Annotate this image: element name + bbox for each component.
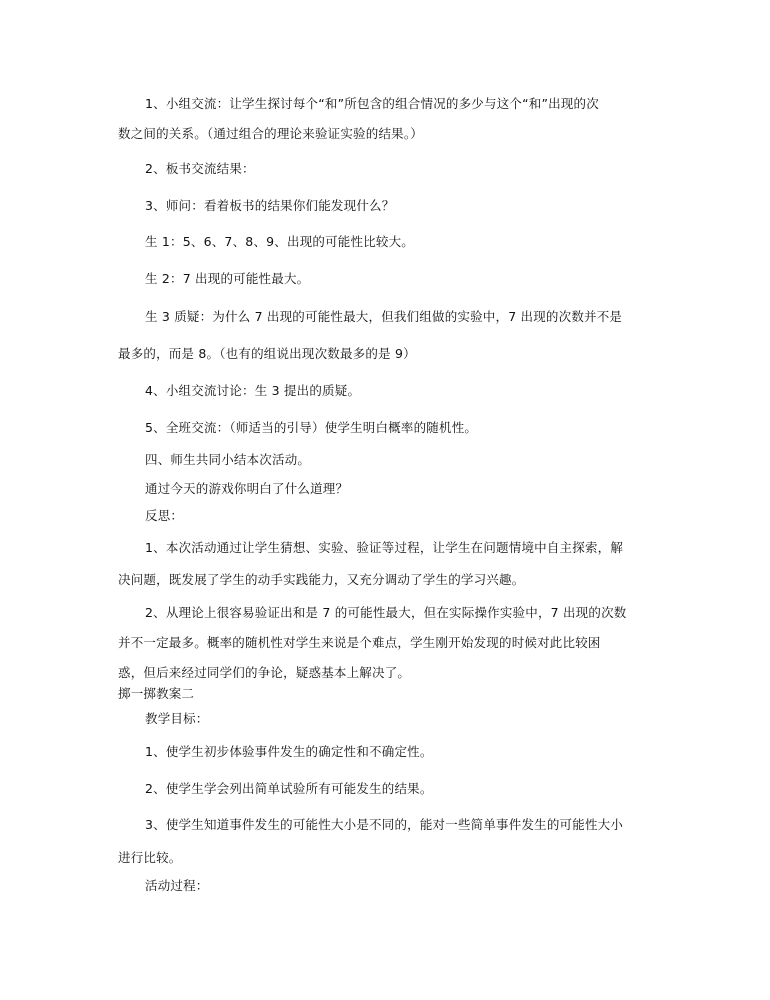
text-line: 最多的，而是 8。（也有的组说出现次数最多的是 9）: [118, 346, 416, 361]
text-line: 生 1：5、6、7、8、9、出现的可能性比较大。: [145, 234, 414, 249]
text-line: 生 3 质疑：为什么 7 出现的可能性最大，但我们组做的实验中，7 出现的次数并不是: [145, 309, 623, 324]
text-line: 3、师问：看着板书的结果你们能发现什么？: [145, 198, 395, 213]
text-line: 1、本次活动通过让学生猜想、实验、验证等过程，让学生在问题情境中自主探索，解: [145, 540, 624, 555]
text-line: 教学目标：: [145, 711, 209, 726]
text-line: 并不一定最多。概率的随机性对学生来说是个难点，学生刚开始发现的时候对此比较困: [118, 635, 601, 650]
text-line: 数之间的关系。（通过组合的理论来验证实验的结果。）: [118, 126, 424, 141]
text-line: 通过今天的游戏你明白了什么道理？: [145, 481, 349, 496]
text-line: 2、使学生学会列出简单试验所有可能发生的结果。: [145, 781, 433, 796]
text-line: 3、使学生知道事件发生的可能性大小是不同的，能对一些简单事件发生的可能性大小: [145, 817, 624, 832]
text-line: 进行比较。: [118, 850, 182, 865]
text-line: 反思：: [145, 508, 184, 523]
text-line: 2、从理论上很容易验证出和是 7 的可能性最大，但在实际操作实验中，7 出现的次数: [145, 605, 627, 620]
text-line: 惑，但后来经过同学们的争论，疑惑基本上解决了。: [118, 665, 411, 680]
text-line: 生 2：7 出现的可能性最大。: [145, 271, 310, 286]
text-line: 5、全班交流：（师适当的引导）使学生明白概率的随机性。: [145, 420, 478, 435]
text-line: 1、小组交流：让学生探讨每个“和”所包含的组合情况的多少与这个“和”出现的次: [145, 96, 599, 111]
text-line: 决问题，既发展了学生的动手实践能力，又充分调动了学生的学习兴趣。: [118, 572, 525, 587]
text-line: 4、小组交流讨论：生 3 提出的质疑。: [145, 383, 361, 398]
text-line: 2、板书交流结果：: [145, 161, 255, 176]
section-heading: 掷一掷教案二: [118, 686, 195, 701]
text-line: 四、师生共同小结本次活动。: [145, 452, 311, 467]
text-line: 1、使学生初步体验事件发生的确定性和不确定性。: [145, 744, 433, 759]
text-line: 活动过程：: [145, 878, 209, 893]
